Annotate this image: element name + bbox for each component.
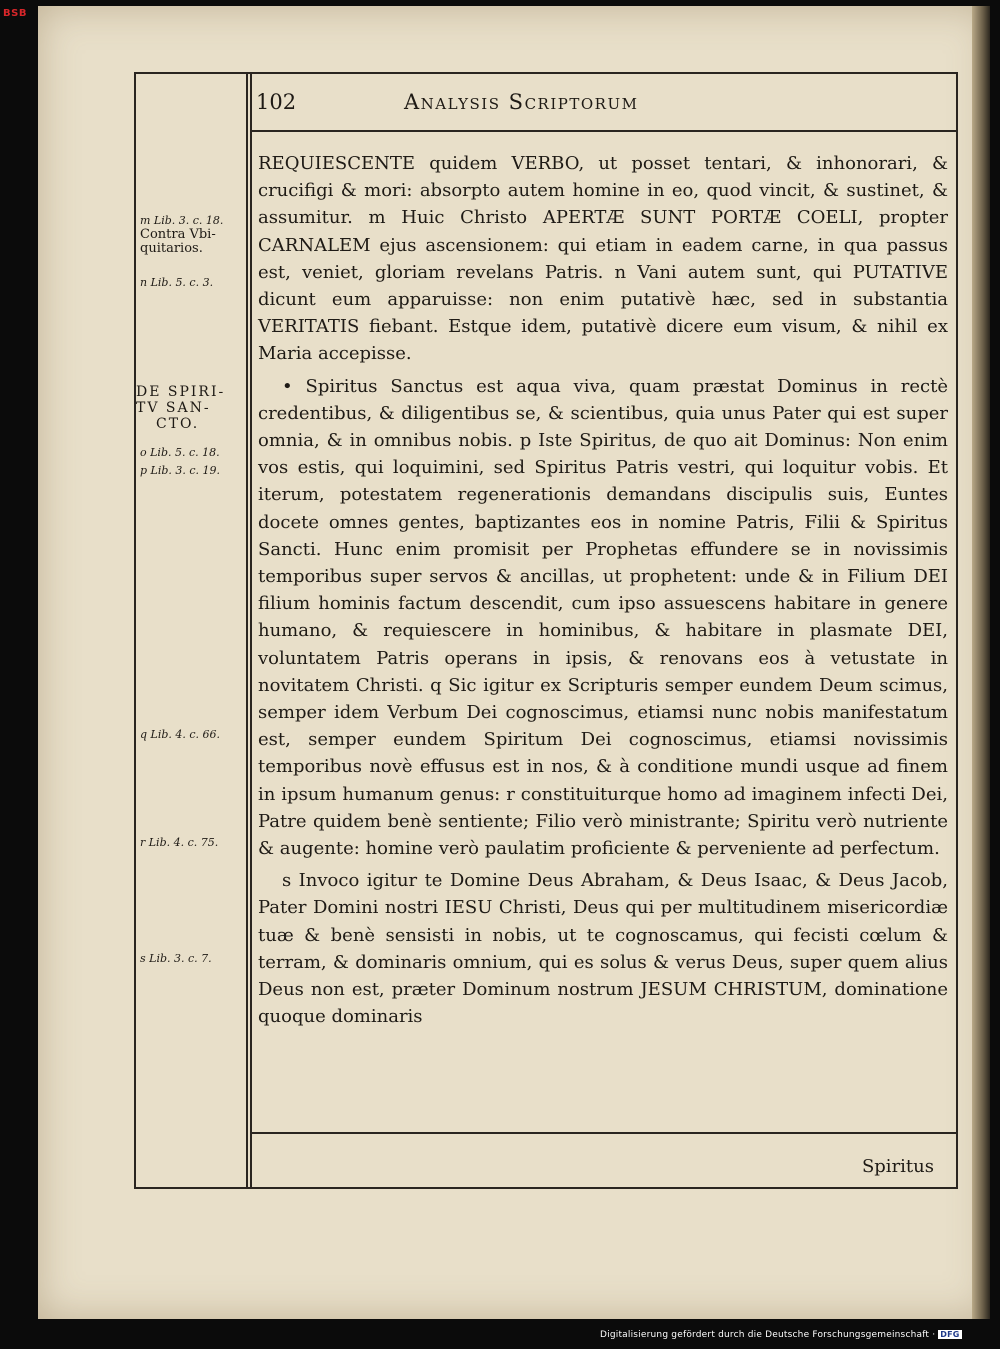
body-text xyxy=(258,150,948,1031)
margin-note xyxy=(140,836,244,850)
margin-note-ref: o Lib. 5. c. 18. xyxy=(140,446,220,459)
funding-footer xyxy=(600,1330,962,1340)
header-rule xyxy=(250,130,956,132)
margin-note-ref: m Lib. 3. c. 18. xyxy=(140,214,224,227)
margin-note xyxy=(140,446,244,460)
paragraph: s Invoco igitur te Domine Deus Abraham, & Deus Isaac, & Deus Jacob, Pater Domini nostri IESU Christi, Deus qui per multitudinem misericordiæ tuæ & benè sensisti in nobis, ut te cognoscamus, qui fecisti cœlum & terram, & dominaris omnium, qui es solus & verus Deus, super quem alius Deus non est, præter Dominum nostrum JESUM CHRISTUM, dominatione quoque dominaris xyxy=(258,870,948,1028)
margin-rule-outer xyxy=(246,74,248,1187)
side-heading xyxy=(136,384,244,432)
margin-note xyxy=(140,464,244,478)
side-heading-line: CTO. xyxy=(156,416,200,432)
margin-rule-inner xyxy=(250,74,252,1187)
book-page xyxy=(38,6,990,1319)
library-mark: BSB xyxy=(3,8,27,19)
footer-rule xyxy=(250,1132,956,1134)
paragraph: • Spiritus Sanctus est aqua viva, quam præstat Dominus in rectè credentibus, & diligentibus se, & scientibus, quia unus Pater qui est super omnia, & in omnibus nobis. p Iste Spiritus, de quo ait Dominus: Non enim vos estis, qui loquimini, sed Spiritus Patris vestri, qui loquitur vobis. Et iterum, potestatem regenerationis demandans discipulis suis, Euntes docete omnes gentes, baptizantes eos in nomine Patris, Filii & Spiritus Sancti. Hunc enim promisit per Prophetas effundere se in novissimis temporibus super servos & ancillas, ut prophetent: unde & in Filium DEI filium hominis factum descendit, cum ipso assuescens habitare in genere humano, & requiescere in hominibus, & habitare in plasmate DEI, voluntatem Patris operans in ipsis, & renovans eos à vetustate in novitatem Christi. q Sic igitur ex Scripturis semper eundem Deum scimus, semper idem Verbum Dei cognoscimus, etiamsi nunc nobis manifestatum est, semper eundem Spiritum Dei cognoscimus, etiamsi novissimis temporibus novè effusus est in nos, & à conditione mundi usque ad finem in ipsum humanum genus: r constituiturque homo ad imaginem infecti Dei, Patre quidem benè sentiente; Filio verò ministrante; Spiritu verò nutriente & augente: homine verò paulatim proficiente & perveniente ad perfectum. xyxy=(258,375,948,860)
dfg-logo: DFG xyxy=(940,1330,960,1339)
text-frame xyxy=(134,72,958,1189)
footer-text: Digitalisierung gefördert durch die Deutsche Forschungsgemeinschaft · xyxy=(600,1330,936,1340)
margin-note xyxy=(140,728,244,742)
page-number: 102 xyxy=(256,90,297,114)
margin-note-extra: Contra Vbi-quitarios. xyxy=(140,227,216,256)
side-heading-line: TV SAN- xyxy=(136,400,211,416)
margin-note-ref: q Lib. 4. c. 66. xyxy=(140,728,221,741)
margin-note-ref: n Lib. 5. c. 3. xyxy=(140,276,214,289)
page-edge xyxy=(972,6,990,1319)
running-title: Analysis Scriptorum xyxy=(404,90,639,114)
catchword: Spiritus xyxy=(861,1156,934,1177)
margin-note-ref: p Lib. 3. c. 19. xyxy=(140,464,221,477)
margin-note xyxy=(140,214,244,256)
margin-note xyxy=(140,952,244,966)
margin-note xyxy=(140,276,244,290)
margin-note-ref: s Lib. 3. c. 7. xyxy=(140,952,212,965)
margin-note-ref: r Lib. 4. c. 75. xyxy=(140,836,219,849)
paragraph: REQUIESCENTE quidem VERBO, ut posset tentari, & inhonorari, & crucifigi & mori: absorpto autem homine in eo, quod vincit, & sustinet, & assumitur. m Huic Christo APERTÆ SUNT PORTÆ COELI, propter CARNALEM ejus ascensionem: qui etiam in eadem carne, in qua passus est, veniet, gloriam revelans Patris. n Vani autem sunt, qui PUTATIVE dicunt eum apparuisse: non enim putativè hæc, sed in substantia VERITATIS fiebant. Estque idem, putativè dicere eum visum, & nihil ex Maria accepisse. xyxy=(258,153,948,365)
side-heading-line: DE SPIRI- xyxy=(136,384,226,400)
